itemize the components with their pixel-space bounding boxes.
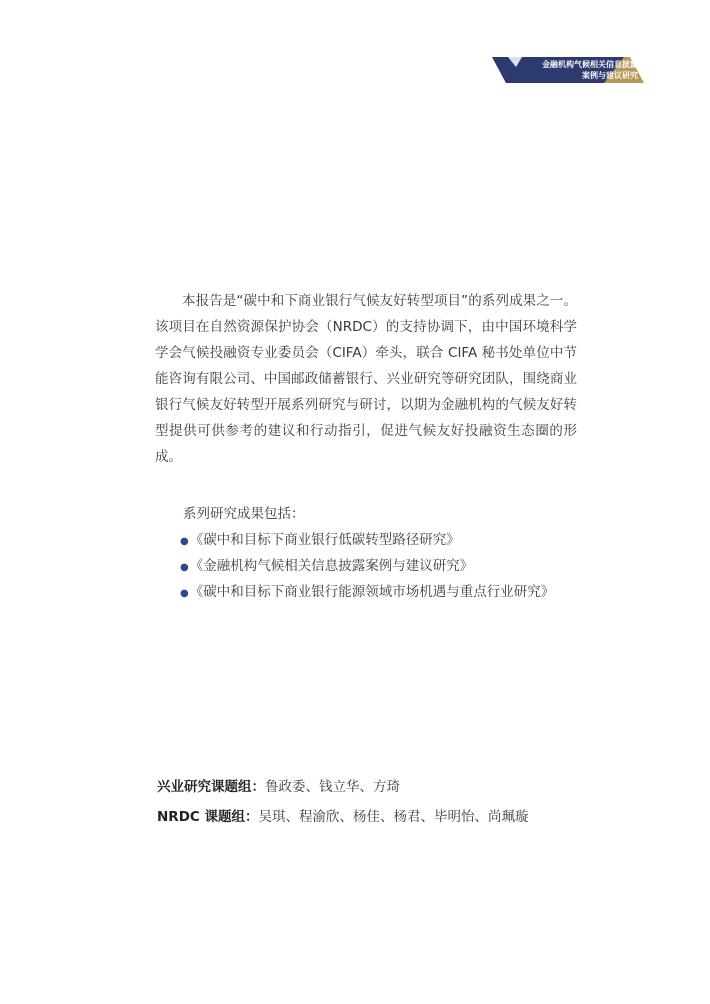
series-list xyxy=(180,530,554,608)
header-badge xyxy=(492,57,644,83)
list-item xyxy=(180,530,554,556)
bullet-icon: ● xyxy=(180,588,189,599)
list-item xyxy=(180,582,554,608)
team-members: 鲁政委、钱立华、方琦 xyxy=(265,779,400,795)
series-item-title: 《碳中和目标下商业银行低碳转型路径研究》 xyxy=(189,532,460,548)
bullet-icon: ● xyxy=(180,536,189,547)
series-item-title: 《碳中和目标下商业银行能源领域市场机遇与重点行业研究》 xyxy=(189,584,555,600)
team-cib xyxy=(157,777,400,797)
team-nrdc xyxy=(157,807,529,827)
header-title-line1: 金融机构气候相关信息披露 xyxy=(542,60,638,69)
list-item xyxy=(180,556,554,582)
team-label: 兴业研究课题组： xyxy=(157,779,265,795)
series-label: 系列研究成果包括： xyxy=(183,506,305,522)
series-item-title: 《金融机构气候相关信息披露案例与建议研究》 xyxy=(189,558,474,574)
intro-section xyxy=(155,288,577,470)
bullet-icon: ● xyxy=(180,562,189,573)
team-members: 吴琪、程渝欣、杨佳、杨君、毕明怡、尚珮璇 xyxy=(258,809,529,825)
header-title-line2: 案例与建议研究 xyxy=(582,71,638,80)
team-label: NRDC 课题组： xyxy=(157,809,259,825)
header-title xyxy=(518,59,638,81)
intro-paragraph: 本报告是“碳中和下商业银行气候友好转型项目”的系列成果之一。该项目在自然资源保护协会（NRDC）的支持协调下，由中国环境科学学会气候投融资专业委员会（CIFA）牵头，联合 CIFA 秘书处单位中节能咨询有限公司、中国邮政储蓄银行、兴业研究等研究团队，围绕商业银行气候友好转型开展系列研究与研讨，以期为金融机构的气候友好转型提供可供参考的建议和行动指引，促进气候友好投融资生态圈的形成。 xyxy=(155,293,577,465)
